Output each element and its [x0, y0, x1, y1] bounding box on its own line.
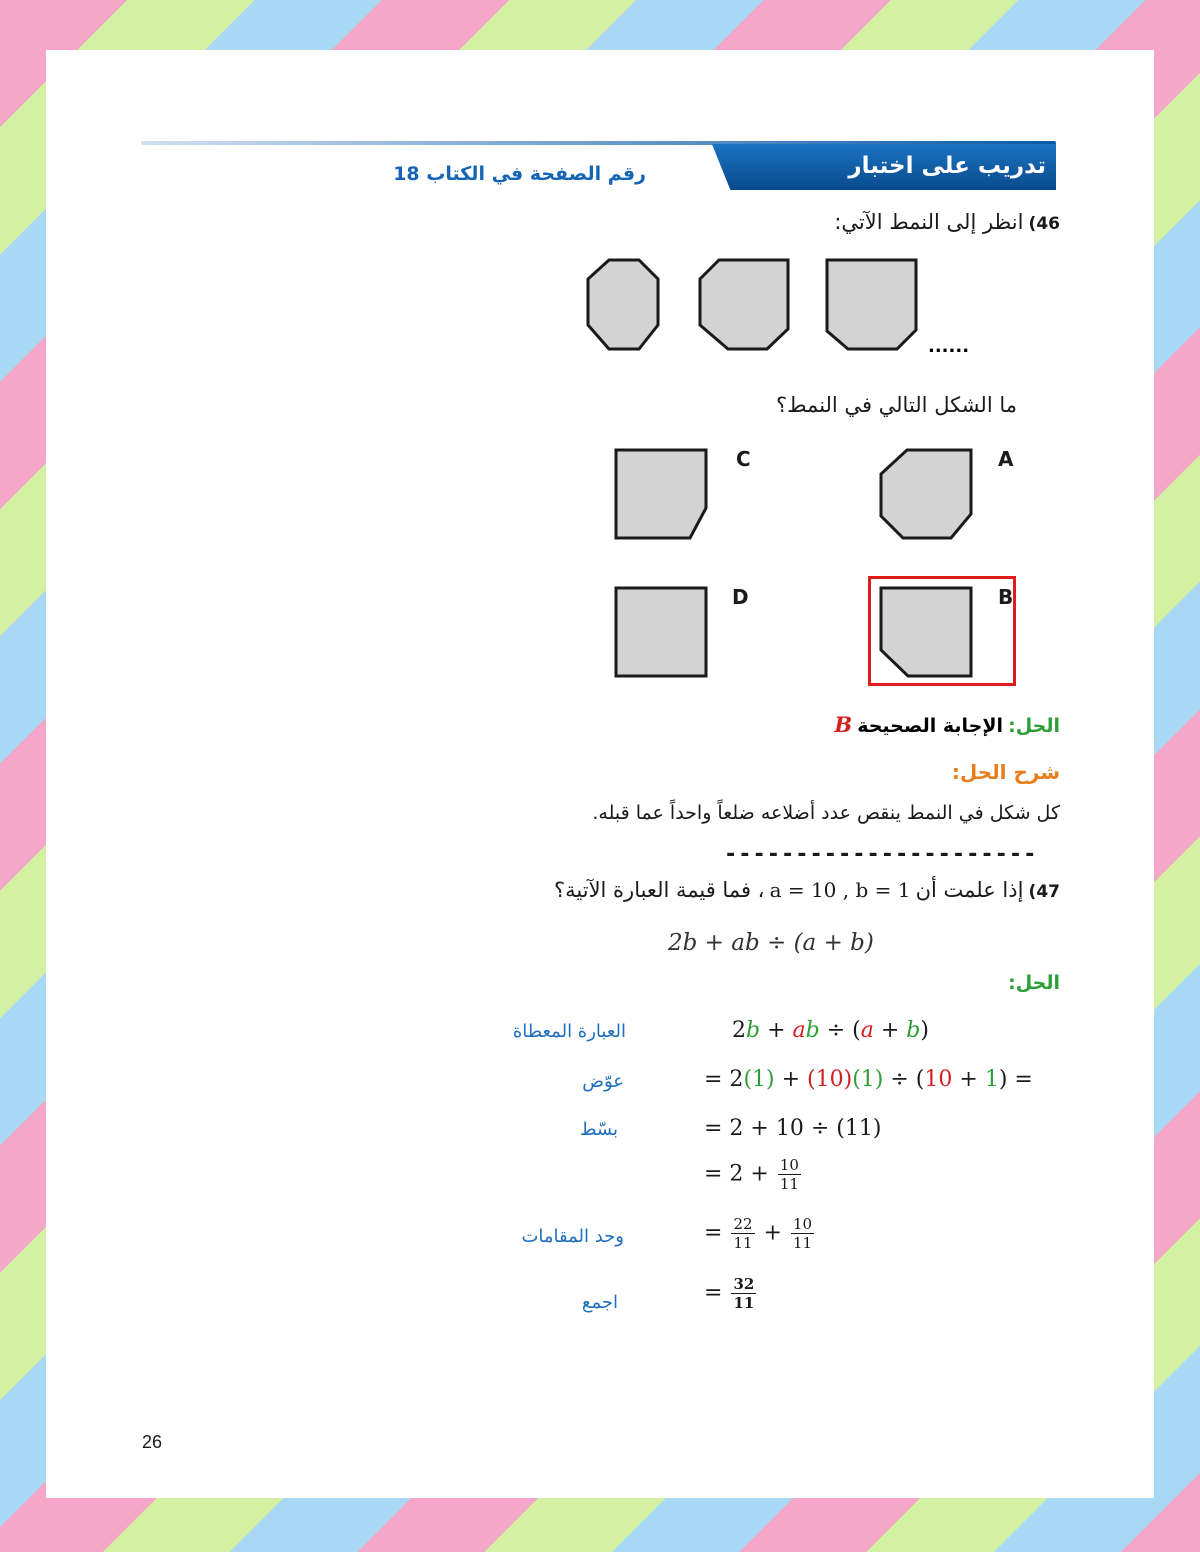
step-label-common-denominator: وحد المقامات [521, 1226, 624, 1247]
q46-prompt-line [560, 210, 1060, 234]
math-step-simplify: = 2 + 10 ÷ (11) [704, 1116, 882, 1141]
heptagon-shape [700, 260, 788, 349]
step-label-substitute: عوّض [582, 1071, 624, 1092]
explain-text: كل شكل في النمط ينقص عدد أضلاعه ضلعاً واحداً عما قبله. [592, 802, 1060, 824]
option-d-label: D [732, 585, 749, 609]
option-b-shape [871, 580, 981, 685]
step-label-given: العبارة المعطاة [512, 1021, 626, 1042]
solution47-label: الحل: [1008, 972, 1060, 994]
option-d-shape [606, 578, 716, 688]
step-label-add: اجمع [581, 1292, 618, 1313]
octagon-shape [588, 260, 658, 349]
math-step-common-denominator: = $\frac{22}{11}$ + $\frac{10}{11}$ [704, 1215, 813, 1252]
page [46, 50, 1154, 1498]
solution46-line [560, 712, 1060, 737]
option-b-label: B [998, 585, 1014, 609]
page-number: 26 [142, 1432, 163, 1452]
option-a-shape [871, 440, 981, 550]
pattern-shapes [566, 255, 986, 365]
option-a-label: A [998, 447, 1014, 471]
math-step-result: = $\frac{32}{11}$ [704, 1275, 755, 1312]
q47-prompt-pre: إذا علمت أن [915, 878, 1024, 902]
answer-letter: B [834, 712, 853, 737]
answer-text: الإجابة الصحيحة [857, 715, 1003, 737]
pattern-dots: ...... [928, 336, 970, 357]
q47-number: 47) [1028, 882, 1060, 902]
header-title: تدريب على اختبار [848, 153, 1046, 179]
math-step-fraction: = 2 + $\frac{10}{11}$ [704, 1156, 799, 1193]
q46-question: ما الشكل التالي في النمط؟ [775, 393, 1017, 417]
divider: ---------------------- [724, 842, 1038, 867]
solution46-label: الحل: [1008, 715, 1060, 737]
explain-label: شرح الحل: [951, 760, 1060, 784]
q47-expression: 2b + ab ÷ (a + b) [668, 930, 874, 956]
option-c-label: C [736, 447, 751, 471]
q47-prompt-post: ، فما قيمة العبارة الآتية؟ [553, 878, 765, 902]
math-step-given: 2b + ab ÷ (a + b) [732, 1018, 929, 1043]
math-step-substitute: = 2(1) + (10)(1) ÷ (10 + 1) = [704, 1067, 1033, 1092]
page-reference: رقم الصفحة في الكتاب 18 [393, 163, 646, 185]
q46-prompt: انظر إلى النمط الآتي: [834, 210, 1024, 234]
q47-prompt-line [460, 878, 1060, 902]
q46-number: 46) [1028, 214, 1060, 234]
step-label-simplify: بسّط [579, 1119, 618, 1140]
hexagon-shape [827, 260, 916, 349]
q47-values: a = 10 , b = 1 [769, 878, 911, 902]
option-c-shape [606, 440, 716, 550]
